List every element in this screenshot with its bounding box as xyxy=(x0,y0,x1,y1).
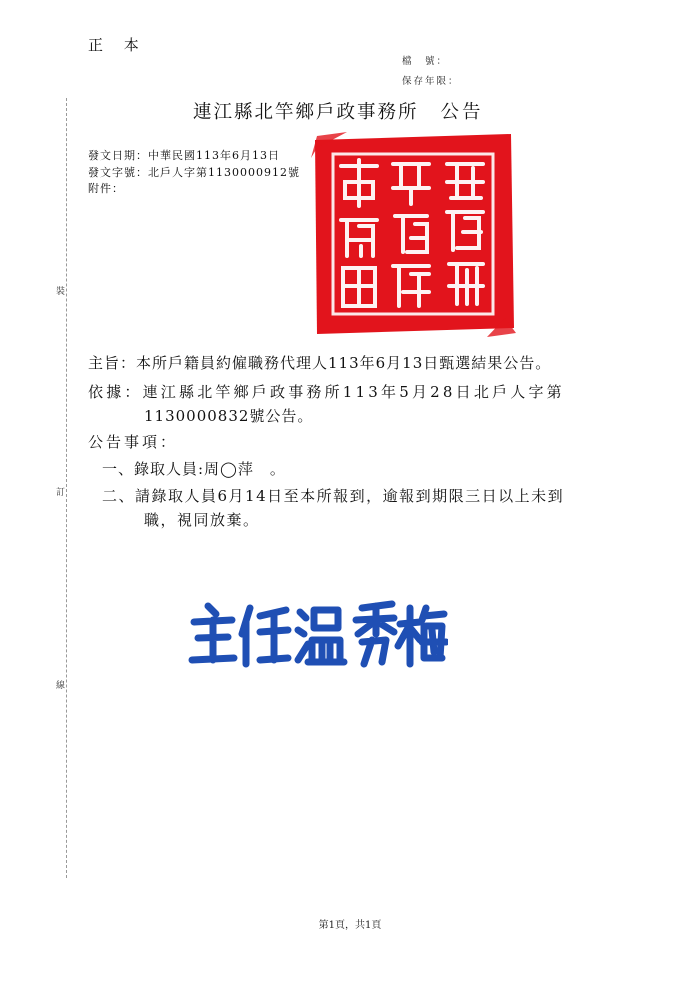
document-title xyxy=(193,98,484,124)
subject-line: 主旨：本所戶籍員約僱職務代理人113年6月13日甄選結果公告。 xyxy=(88,354,552,372)
binding-mark-bottom: 線 xyxy=(56,681,66,691)
binding-mark-top: 裝 xyxy=(56,287,66,297)
page-number: 第1頁，共1頁 xyxy=(318,920,382,931)
announcement-item-1: 一、錄取人員:周◯萍 。 xyxy=(102,460,286,478)
document-number: 發文字號：北戶人字第1130000912號 xyxy=(88,166,300,179)
announcement-items-heading: 公告事項： xyxy=(88,433,179,451)
agency-name: 連江縣北竿鄉戶政事務所 xyxy=(193,102,419,123)
retention-label: 保存年限： xyxy=(402,76,460,87)
official-seal xyxy=(307,128,519,340)
basis-line-1: 依據：連江縣北竿鄉戶政事務所113年5月28日北戶人字第 xyxy=(88,383,565,401)
announcement-item-2-line-1: 二、請錄取人員6月14日至本所報到，逾報到期限三日以上未到 xyxy=(102,487,565,505)
binding-line xyxy=(66,98,67,878)
binding-mark-middle: 訂 xyxy=(56,488,66,498)
issue-date: 發文日期：中華民國113年6月13日 xyxy=(88,149,280,162)
director-signature-stamp xyxy=(186,600,448,670)
basis-line-2: 1130000832號公告。 xyxy=(144,407,314,425)
document-type: 公告 xyxy=(440,102,484,123)
file-number-label: 檔 號： xyxy=(402,56,449,67)
announcement-item-2-line-2: 職，視同放棄。 xyxy=(144,511,260,529)
attachment-label: 附件： xyxy=(88,182,124,195)
copy-label: 正 本 xyxy=(88,36,147,54)
